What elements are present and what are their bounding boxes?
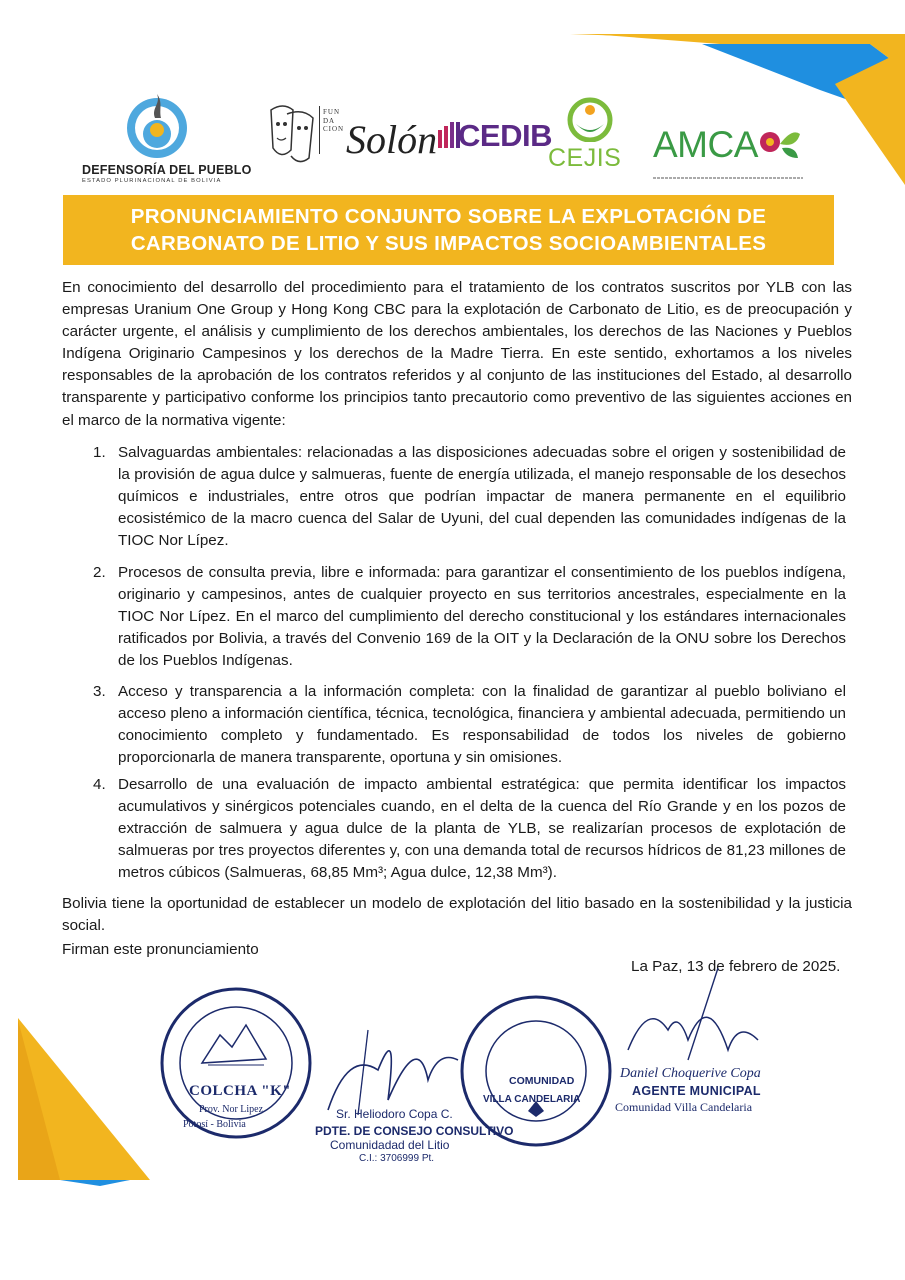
fundacion-part-3: CION <box>323 125 345 133</box>
solon-name: Solón <box>346 117 438 162</box>
seal-colcha-name: COLCHA "K" <box>189 1083 292 1099</box>
consejo-seal-icon <box>158 985 314 1141</box>
cejis-logo-icon <box>566 96 614 142</box>
item-number: 3. <box>93 683 106 700</box>
signatory-1-role: PDTE. DE CONSEJO CONSULTIVO <box>315 1124 514 1138</box>
seal-colcha-location: Potosí - Bolivia <box>183 1119 246 1130</box>
signature-1-icon <box>318 1010 468 1120</box>
signature-2-icon <box>618 960 768 1070</box>
defensoria-subtitle: ESTADO PLURINACIONAL DE BOLIVIA <box>82 178 222 184</box>
title-line-2: CARBONATO DE LITIO Y SUS IMPACTOS SOCIOAMBIENTALES <box>130 232 767 255</box>
item-number: 2. <box>93 564 106 581</box>
page-title <box>63 203 834 257</box>
signatory-2-role: AGENTE MUNICIPAL <box>632 1084 761 1098</box>
fundacion-part-2: DA <box>323 116 336 125</box>
solon-divider <box>319 106 320 154</box>
agente-municipal-seal-icon <box>458 993 614 1149</box>
cedib-bars-icon <box>438 122 460 148</box>
solon-fundacion-label <box>323 108 344 134</box>
item-number: 1. <box>93 444 106 461</box>
signatory-2-org: Comunidad Villa Candelaria <box>615 1100 753 1114</box>
seal-2-comunidad: COMUNIDAD <box>509 1075 575 1087</box>
item-text: Procesos de consulta previa, libre e informada: para garantizar el consentimiento de los pueblos indígena, originario y campesinos, antes de cualquier proyecto en sus territorios ancestrales, especialmente en la TIOC Nor Lípez. En el marco del cumplimiento del derecho constitucional y los estándares internacionales ratificados por Bolivia, a través del Convenio 169 de la OIT y la Declaración de la ONU sobre los Derechos de los Pueblos Indígenas. <box>118 564 846 670</box>
signature-intro: Firman este pronunciamiento <box>62 941 259 958</box>
signatory-1-name: Sr. Heliodoro Copa C. <box>336 1107 453 1121</box>
item-text: Desarrollo de una evaluación de impacto ambiental estratégica: que permita identificar los impactos acumulativos y sinérgicos potenciales cuando, en el delta de la cuenca del Río Grande y en los pozos de extracción de salmuera y agua dulce de la planta de YLB, se realizarían procesos de explotación de salmueras por tres proyectos diferentes y, con una demanda total de recursos hídricos de 81,23 millones de metros cúbicos (Salmueras, 68,85 Mm³; Agua dulce, 12,38 Mm³). <box>118 776 846 882</box>
signatory-1-org: Comunidadad del Litio <box>330 1138 450 1152</box>
cejis-name: CEJIS <box>548 144 622 172</box>
seal-colcha-province: Prov. Nor Lipez <box>199 1104 264 1115</box>
closing-paragraph: Bolivia tiene la oportunidad de establecer un modelo de explotación del litio basado en la sostenibilidad y la justicia social. <box>62 895 852 935</box>
item-text: Salvaguardas ambientales: relacionadas a las disposiciones adecuadas sobre el origen y sostenibilidad de la provisión de agua dulce y salmueras, fuente de energía utilizada, el manejo responsable de los desechos químicos e industriales, entre otros que podrían impactar de manera permanente en el equilibrio ecosistémico de la macro cuenca del Salar de Uyuni, del cual dependen las comunidades indígenas de la TIOC Nor Lípez. <box>118 444 846 550</box>
fundacion-part-1: FUN <box>323 108 341 116</box>
cedib-name: CEDIB <box>458 118 552 153</box>
defensoria-name: DEFENSORÍA DEL PUEBLO <box>82 163 252 177</box>
amca-flower-icon <box>756 124 802 164</box>
item-number: 4. <box>93 776 106 793</box>
item-text: Acceso y transparencia a la información completa: con la finalidad de garantizar al pueblo boliviano el acceso pleno a información científica, técnica, tecnológica, financiera y ambiental adecuada, permitiendo un conocimiento completo y fundamentado. Es responsabilidad de todos los niveles de gobierno proporcionarla de manera transparente, oportuna y sin omisiones. <box>118 683 846 767</box>
place-date: La Paz, 13 de febrero de 2025. <box>631 958 841 975</box>
intro-paragraph: En conocimiento del desarrollo del procedimiento para el tratamiento de los contratos suscritos por YLB con las empresas Uranium One Group y Hong Kong CBC para la explotación de Carbonato de Litio, es de preocupación y carácter urgente, el análisis y cumplimiento de los derechos ambientales, los derechos de las Naciones y Pueblos Indígena Originario Campesinos y los derechos de la Madre Tierra. En este sentido, exhortamos a los niveles responsables de la aprobación de los contratos referidos y al conjunto de las instituciones del Estado, al desarrollo transparente y participativo conforme los principios tanto precautorio como preventivo de las siguientes acciones en el marco de la normativa vigente: <box>62 279 852 429</box>
amca-name: AMCA <box>653 124 758 165</box>
amca-subtitle-line <box>653 167 803 171</box>
defensoria-logo-icon <box>121 88 193 162</box>
solon-faces-icon <box>263 100 319 170</box>
title-banner <box>63 195 834 265</box>
signatory-2-name: Daniel Choquerive Copa <box>620 1066 761 1081</box>
title-line-1: PRONUNCIAMIENTO CONJUNTO SOBRE LA EXPLOTACIÓN DE <box>130 205 767 228</box>
seal-2-villa: VILLA CANDELARIA <box>483 1094 581 1105</box>
signatory-1-id: C.I.: 3706999 Pt. <box>359 1153 435 1164</box>
